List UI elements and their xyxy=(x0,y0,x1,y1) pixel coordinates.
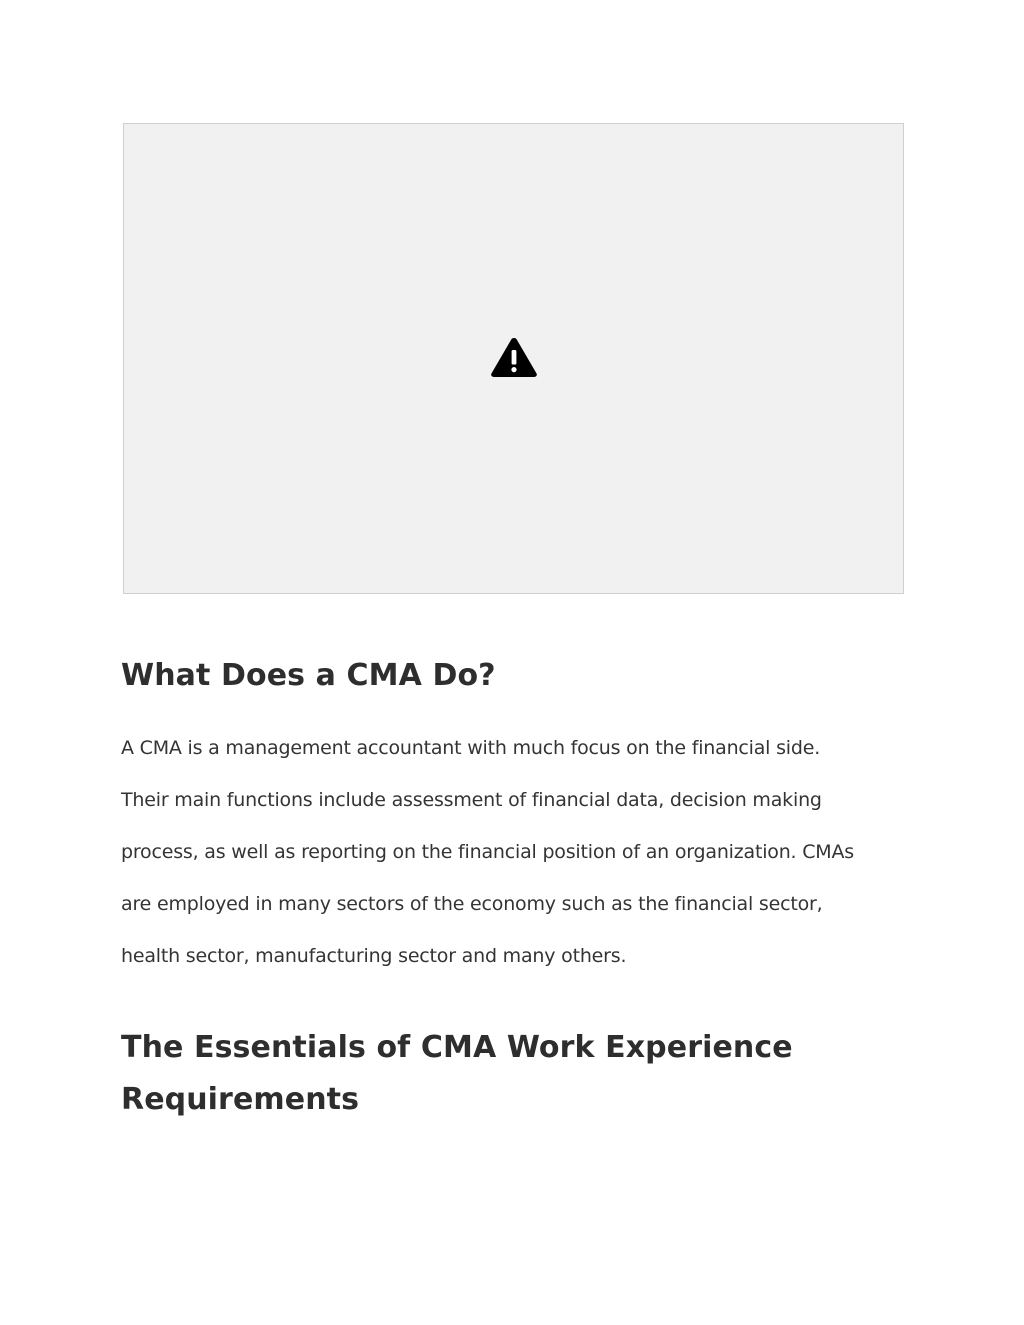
section-paragraph-cma-description xyxy=(121,722,911,982)
heading-line: Requirements xyxy=(121,1082,360,1117)
section-heading-essentials-work-experience xyxy=(121,1022,911,1126)
paragraph-line: health sector, manufacturing sector and many others. xyxy=(121,945,627,967)
paragraph-line: A CMA is a management accountant with much focus on the financial side. xyxy=(121,737,821,759)
heading-line: The Essentials of CMA Work Experience xyxy=(121,1030,793,1065)
paragraph-line: Their main functions include assessment of financial data, decision making xyxy=(121,789,822,811)
broken-image-placeholder xyxy=(123,123,904,594)
paragraph-line: are employed in many sectors of the economy such as the financial sector, xyxy=(121,893,823,915)
warning-icon xyxy=(490,340,538,378)
paragraph-line: process, as well as reporting on the financial position of an organization. CMAs xyxy=(121,841,854,863)
article-content xyxy=(121,650,911,1126)
section-heading-what-does-cma-do: What Does a CMA Do? xyxy=(121,658,496,693)
